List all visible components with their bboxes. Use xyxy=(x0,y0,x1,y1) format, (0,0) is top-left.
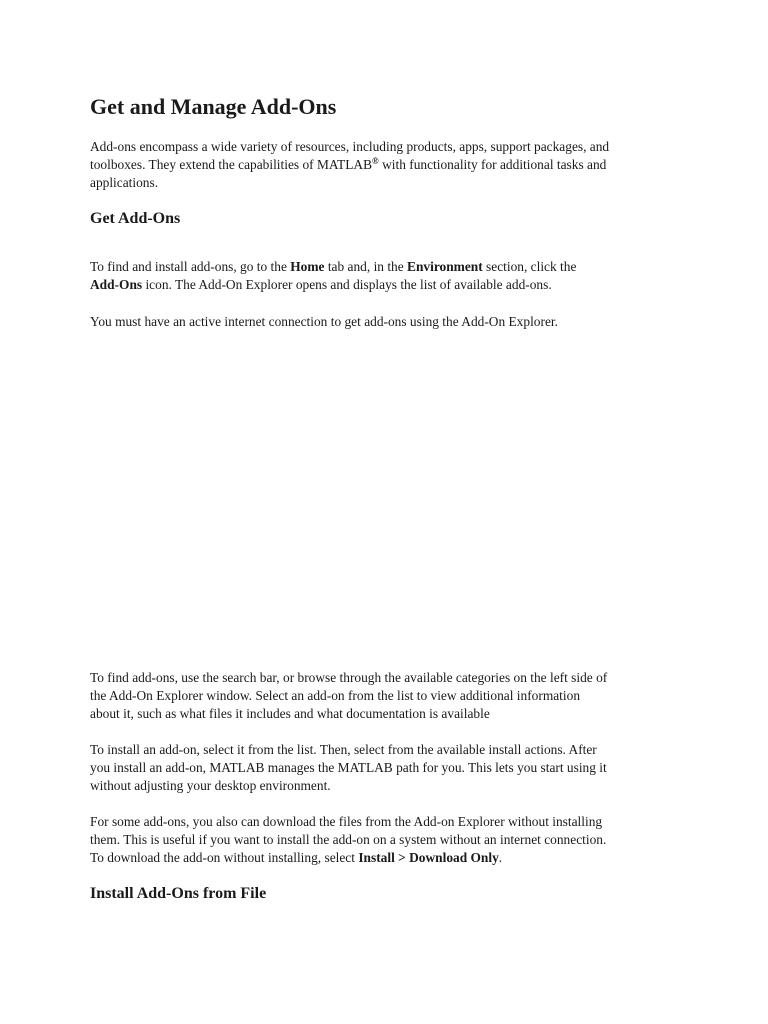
paragraph-line: For some add-ons, you also can download the files from the Add-on Explorer without installing xyxy=(90,814,603,829)
intro-line: Add-ons encompass a wide variety of resources, including products, apps, support packages, and xyxy=(90,139,610,154)
environment-section-term: Environment xyxy=(407,259,483,274)
install-add-on-paragraph xyxy=(90,741,690,795)
paragraph-line: you install an add-on, MATLAB manages the MATLAB path for you. This lets you start using it xyxy=(90,760,607,775)
section-heading-install-from-file: Install Add-Ons from File xyxy=(90,885,267,902)
intro-line: toolboxes. They extend the capabilities of MATLAB® with functionality for additional tasks and xyxy=(90,156,607,172)
page-title: Get and Manage Add-Ons xyxy=(90,94,337,119)
paragraph-line: Add-Ons icon. The Add-On Explorer opens and displays the list of available add-ons. xyxy=(90,277,552,292)
intro-line: applications. xyxy=(90,175,159,190)
install-menu-term: Install xyxy=(358,850,395,865)
paragraph-line: the Add-On Explorer window. Select an add-on from the list to view additional information xyxy=(90,688,581,703)
section-heading-get-add-ons: Get Add-Ons xyxy=(90,210,181,227)
intro-paragraph xyxy=(90,138,690,192)
paragraph-line: To install an add-on, select it from the list. Then, select from the available install actions. After xyxy=(90,742,597,757)
home-tab-term: Home xyxy=(290,259,325,274)
download-only-paragraph xyxy=(90,813,690,867)
internet-requirement-paragraph: You must have an active internet connection to get add-ons using the Add-On Explorer. xyxy=(90,314,558,329)
paragraph-line: without adjusting your desktop environment. xyxy=(90,778,331,793)
menu-separator: > xyxy=(394,850,410,865)
paragraph-line: them. This is useful if you want to install the add-on on a system without an internet connection. xyxy=(90,832,607,847)
add-ons-icon-term: Add-Ons xyxy=(90,277,143,292)
find-install-paragraph xyxy=(90,258,690,294)
paragraph-line: about it, such as what files it includes and what documentation is available xyxy=(90,706,490,721)
paragraph-line: To download the add-on without installing, select Install > Download Only. xyxy=(90,850,503,865)
paragraph-line: To find add-ons, use the search bar, or browse through the available categories on the left side of xyxy=(90,670,608,685)
registered-mark: ® xyxy=(372,156,379,166)
paragraph-line: To find and install add-ons, go to the Home tab and, in the Environment section, click the xyxy=(90,259,577,274)
download-only-term: Download Only xyxy=(409,850,499,865)
find-add-ons-paragraph xyxy=(90,669,690,723)
